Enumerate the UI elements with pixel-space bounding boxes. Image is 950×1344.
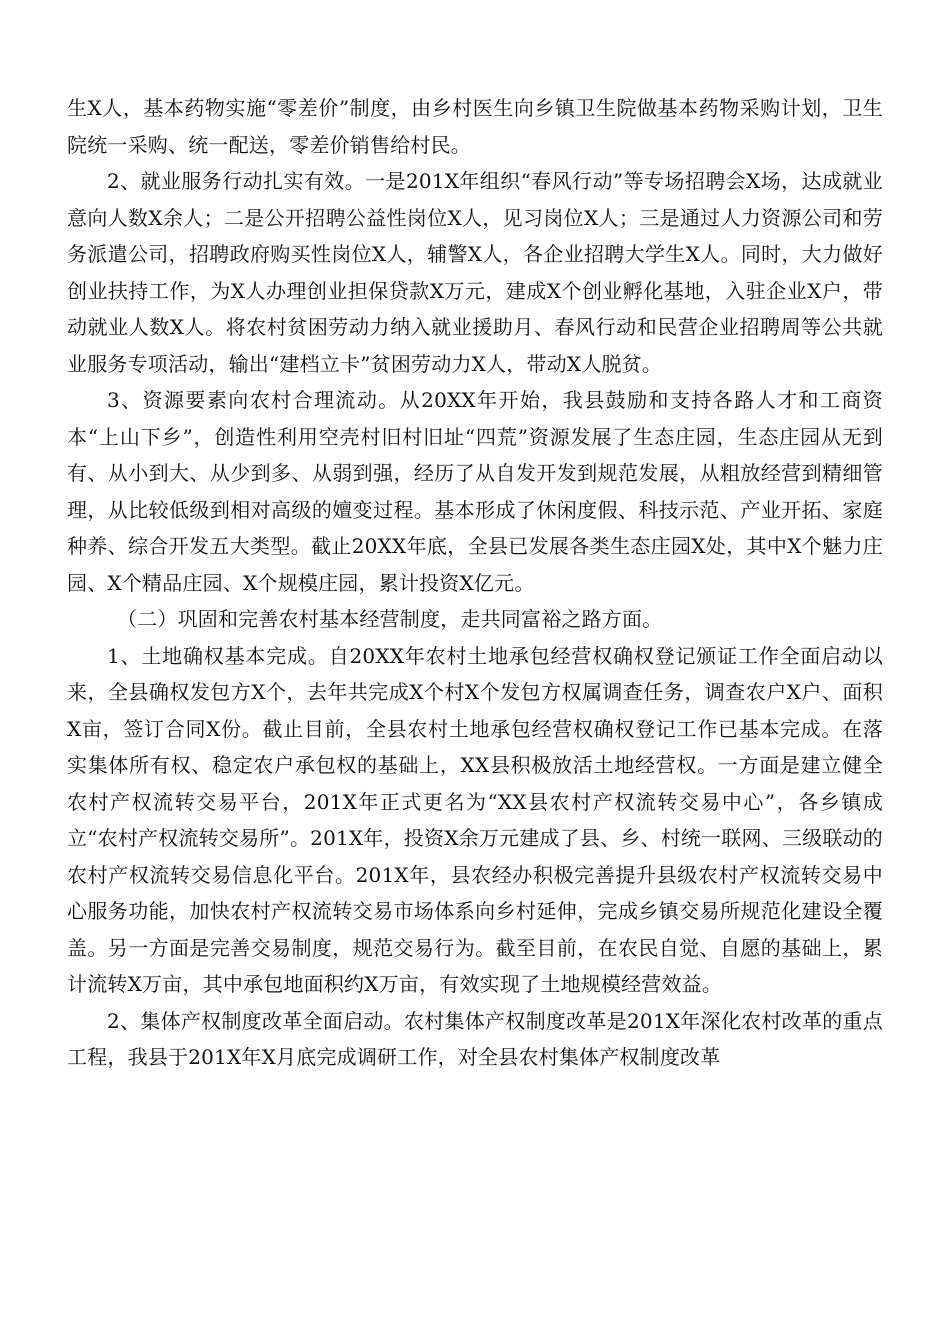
paragraph-employment-services: 2、就业服务行动扎实有效。一是201X年组织“春风行动”等专场招聘会X场，达成就业意向人数X余人；二是公开招聘公益性岗位X人，见习岗位X人；三是通过人力资源公司和劳务派遣公司，招聘政府购买性岗位X人，辅警X人，各企业招聘大学生X人。同时，大力做好创业扶持工作，为X人办理创业担保贷款X万元，建成X个创业孵化基地，入驻企业X户，带动就业人数X人。将农村贫困劳动力纳入就业援助月、春风行动和民营企业招聘周等公共就业服务专项活动，输出“建档立卡”贫困劳动力X人，带动X人脱贫。: [67, 169, 883, 376]
paragraph-collective-property-reform: 2、集体产权制度改革全面启动。农村集体产权制度改革是201X年深化农村改革的重点工程，我县于201X年X月底完成调研工作，对全县农村集体产权制度改革: [67, 1008, 883, 1069]
section-heading: （二）巩固和完善农村基本经营制度，走共同富裕之路方面。: [117, 607, 663, 631]
paragraph-resource-flow: 3、资源要素向农村合理流动。从20XX年开始，我县鼓励和支持各路人才和工商资本“上山下乡”，创造性利用空壳村旧村旧址“四荒”资源发展了生态庄园，生态庄园从无到有、从小到大、从少到多、从弱到强，经历了从自发开发到规范发展，从粗放经营到精细管理，从比较低级到相对高级的嬗变过程。基本形成了休闲度假、科技示范、产业开拓、家庭种养、综合开发五大类型。截止20XX年底，全县已发展各类生态庄园X处，其中X个魅力庄园、X个精品庄园、X个规模庄园，累计投资X亿元。: [67, 388, 883, 595]
paragraph-continuation: 生X人，基本药物实施“零差价”制度，由乡村医生向乡镇卫生院做基本药物采购计划，卫生院统一采购、统一配送，零差价销售给村民。: [67, 96, 883, 157]
document-page: [67, 90, 883, 1076]
paragraph-land-rights: 1、土地确权基本完成。自20XX年农村土地承包经营权确权登记颁证工作全面启动以来，全县确权发包方X个，去年共完成X个村X个发包方权属调查任务，调查农户X户、面积X亩，签订合同X份。截止目前，全县农村土地承包经营权确权登记工作已基本完成。在落实集体所有权、稳定农户承包权的基础上，XX县积极放活土地经营权。一方面是建立健全农村产权流转交易平台，201X年正式更名为“XX县农村产权流转交易中心”，各乡镇成立“农村产权流转交易所”。201X年，投资X余万元建成了县、乡、村统一联网、三级联动的农村产权流转交易信息化平台。201X年，县农经办积极完善提升县级农村产权流转交易中心服务功能，加快农村产权流转交易市场体系向乡村延伸，完成乡镇交易所规范化建设全覆盖。另一方面是完善交易制度，规范交易行为。截至目前，在农民自觉、自愿的基础上，累计流转X万亩，其中承包地面积约X万亩，有效实现了土地规模经营效益。: [67, 643, 883, 996]
